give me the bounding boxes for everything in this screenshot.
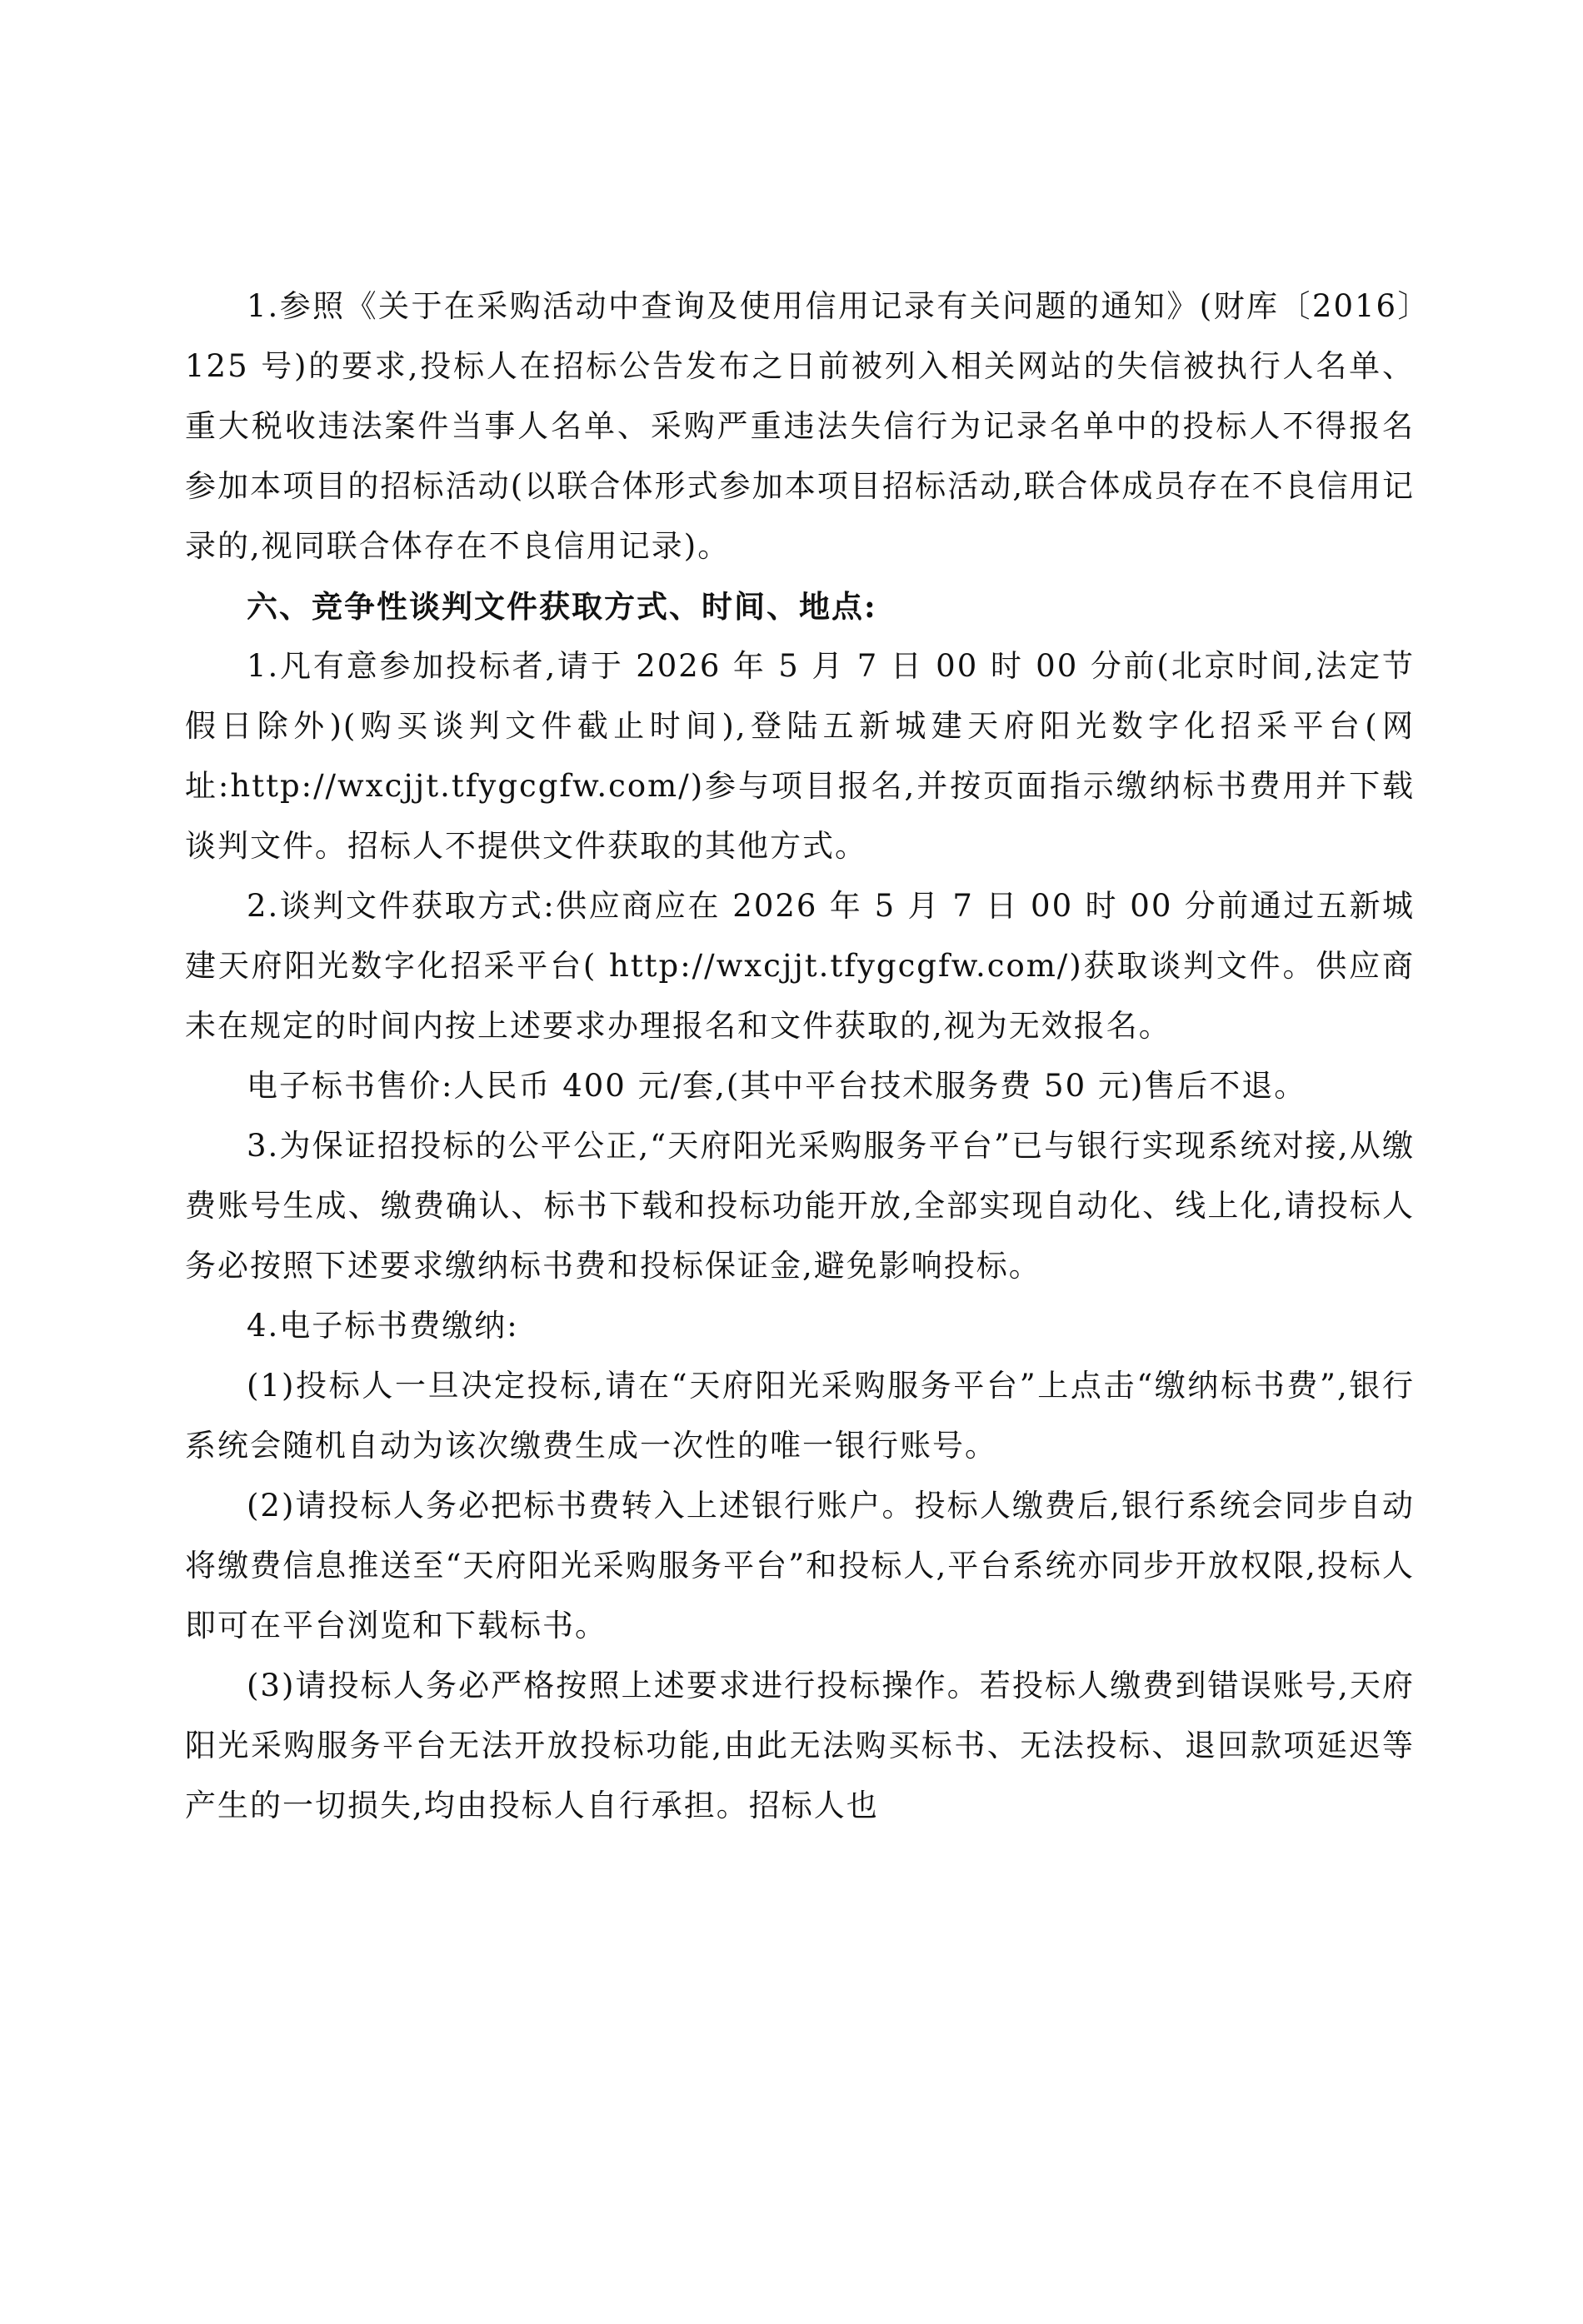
paragraph-credit-requirement: 1.参照《关于在采购活动中查询及使用信用记录有关问题的通知》(财库〔2016〕125 号)的要求,投标人在招标公告发布之日前被列入相关网站的失信被执行人名单、重大税收违法案件当事人名单、采购严重违法失信行为记录名单中的投标人不得报名参加本项目的招标活动(以联合体形式参加本项目招标活动,联合体成员存在不良信用记录的,视同联合体存在不良信用记录)。 [185,288,1415,564]
paragraph-platform-fairness: 3.为保证招投标的公平公正,“天府阳光采购服务平台”已与银行实现系统对接,从缴费账号生成、缴费确认、标书下载和投标功能开放,全部实现自动化、线上化,请投标人务必按照下述要求缴纳标书费和投标保证金,避免影响投标。 [185,1128,1415,1284]
document-body [185,277,1415,1836]
paragraph-registration: 1.凡有意参加投标者,请于 2026 年 5 月 7 日 00 时 00 分前(北京时间,法定节假日除外)(购买谈判文件截止时间),登陆五新城建天府阳光数字化招采平台(网址:http://wxcjjt.tfygcgfw.com/)参与项目报名,并按页面指示缴纳标书费用并下载谈判文件。招标人不提供文件获取的其他方式。 [185,648,1415,864]
paragraph-fee-step-3: (3)请投标人务必严格按照上述要求进行投标操作。若投标人缴费到错误账号,天府阳光采购服务平台无法开放投标功能,由此无法购买标书、无法投标、退回款项延迟等产生的一切损失,均由投标人自行承担。招标人也 [185,1668,1415,1823]
paragraph-price: 电子标书售价:人民币 400 元/套,(其中平台技术服务费 50 元)售后不退。 [247,1068,1307,1104]
paragraph-document-acquisition: 2.谈判文件获取方式:供应商应在 2026 年 5 月 7 日 00 时 00 分前通过五新城建天府阳光数字化招采平台( http://wxcjjt.tfygcgfw.com/)获取谈判文件。供应商未在规定的时间内按上述要求办理报名和文件获取的,视为无效报名。 [185,888,1415,1044]
paragraph-fee-step-1: (1)投标人一旦决定投标,请在“天府阳光采购服务平台”上点击“缴纳标书费”,银行系统会随机自动为该次缴费生成一次性的唯一银行账号。 [185,1368,1415,1464]
paragraph-fee-payment-heading: 4.电子标书费缴纳: [247,1308,519,1344]
section-heading-six: 六、竞争性谈判文件获取方式、时间、地点: [247,588,877,625]
paragraph-fee-step-2: (2)请投标人务必把标书费转入上述银行账户。投标人缴费后,银行系统会同步自动将缴费信息推送至“天府阳光采购服务平台”和投标人,平台系统亦同步开放权限,投标人即可在平台浏览和下载标书。 [185,1488,1415,1643]
